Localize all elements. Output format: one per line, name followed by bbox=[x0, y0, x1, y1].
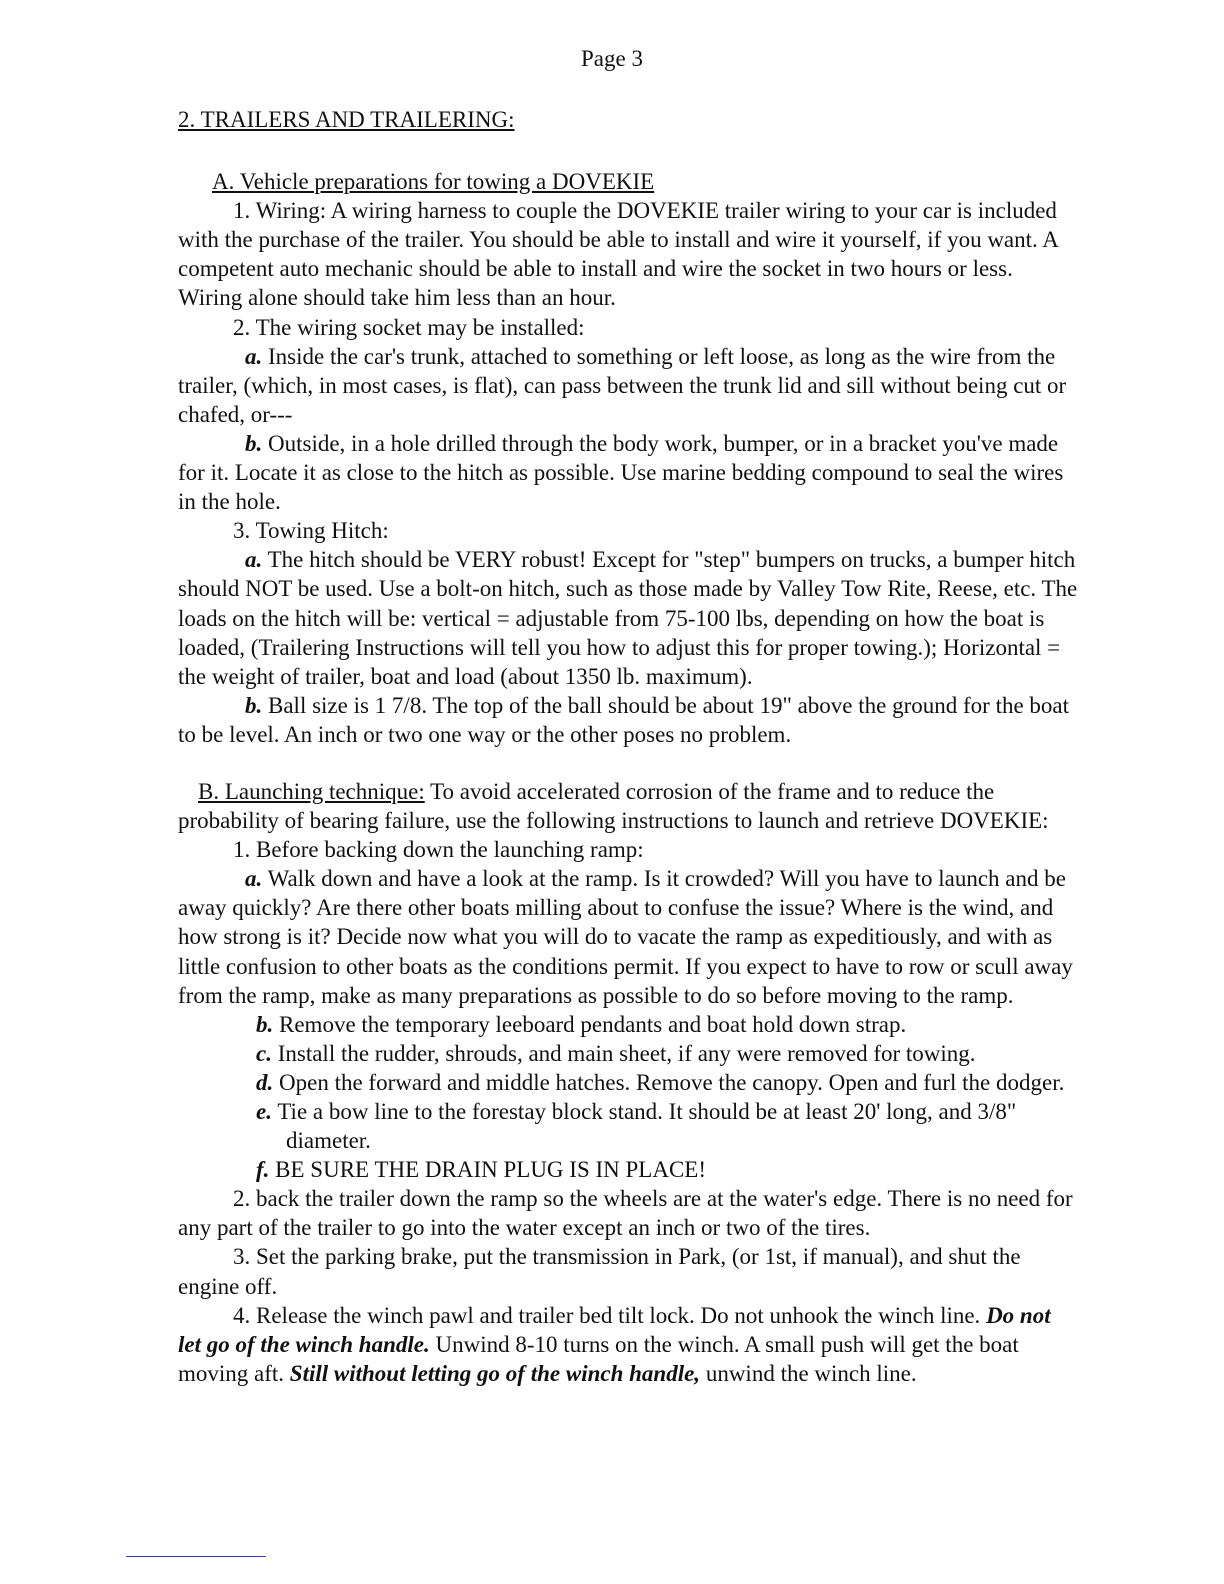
item-text: Walk down and have a look at the ramp. Is it crowded? Will you have to launch and be away quickly? Are there other boats milling about to confuse the issue? Where is the wind, and how strong is it? Decide now what you will do to vacate the ramp as expeditiously, and with as little confusion to other boats as the conditions permit. If you expect to have to row or scull away from the ramp, make as many preparations as possible to do so before moving to the ramp. bbox=[178, 866, 1073, 1008]
item-text: Outside, in a hole drilled through the body work, bumper, or in a bracket you've made for it. Locate it as close to the hitch as possible. Use marine bedding compound to seal the wires in the hole. bbox=[178, 430, 1064, 515]
step-3: 3. Set the parking brake, put the transmission in Park, (or 1st, if manual), and shut the engine off. bbox=[178, 1244, 1021, 1299]
document-body bbox=[178, 104, 1078, 1388]
wiring-paragraph: 1. Wiring: A wiring harness to couple the DOVEKIE trailer wiring to your car is included with the purchase of the trailer. You should be able to install and wire it yourself, if you want. A competent auto mechanic should be able to install and wire the socket in two hours or less. Wiring alone should take him less than an hour. bbox=[178, 198, 1058, 311]
intro-text: To avoid accelerated corrosion of the frame and to reduce the probability of bearing failure, use the following instructions to launch and retrieve DOVEKIE: bbox=[178, 778, 1049, 834]
step-2: 2. back the trailer down the ramp so the wheels are at the water's edge. There is no need for any part of the trailer to go into the water except an inch or two of the tires. bbox=[178, 1186, 1073, 1241]
item-text: Tie a bow line to the forestay block stand. It should be at least 20' long, and 3/8" diameter. bbox=[277, 1099, 1017, 1154]
item-label: a. bbox=[245, 547, 263, 573]
subsection-b-heading: B. Launching technique: bbox=[198, 778, 425, 804]
hitch-item-a bbox=[178, 545, 1078, 690]
socket-paragraph: 2. The wiring socket may be installed: bbox=[233, 314, 585, 340]
item-text: BE SURE THE DRAIN PLUG IS IN PLACE! bbox=[275, 1157, 707, 1183]
step-4-text-b: Unwind 8-10 turns on the winch. A small push will get the boat moving aft. bbox=[178, 1331, 1019, 1386]
hitch-item-b bbox=[178, 691, 1078, 749]
step-1b bbox=[178, 1010, 1078, 1039]
hitch-paragraph: 3. Towing Hitch: bbox=[233, 518, 389, 544]
step-1f bbox=[178, 1155, 1078, 1184]
item-label: d. bbox=[256, 1069, 274, 1095]
subsection-a-heading: A. Vehicle preparations for towing a DOVEKIE bbox=[212, 169, 655, 195]
page-number: Page 3 bbox=[581, 46, 643, 71]
item-label: a. bbox=[245, 866, 263, 892]
item-label: f. bbox=[256, 1157, 270, 1183]
step-4-emphasis-2: Still without letting go of the winch handle, bbox=[289, 1360, 701, 1386]
step-1c bbox=[178, 1039, 1078, 1068]
step-4 bbox=[178, 1301, 1078, 1388]
section-title: 2. TRAILERS AND TRAILERING: bbox=[178, 107, 515, 132]
item-text: Open the forward and middle hatches. Remove the canopy. Open and furl the dodger. bbox=[279, 1069, 1065, 1095]
socket-option-b bbox=[178, 429, 1078, 516]
step-4-text-a: 4. Release the winch pawl and trailer bed tilt lock. Do not unhook the winch line. bbox=[233, 1302, 981, 1328]
socket-option-a bbox=[178, 342, 1078, 429]
step-1e bbox=[178, 1097, 1078, 1155]
footnote-separator bbox=[126, 1556, 266, 1557]
step-4-text-c: unwind the winch line. bbox=[705, 1360, 917, 1386]
step-1: 1. Before backing down the launching ramp: bbox=[233, 837, 644, 863]
step-1a bbox=[178, 864, 1078, 1009]
item-label: b. bbox=[245, 430, 263, 456]
subsection-b-intro bbox=[178, 777, 1078, 835]
item-text: Remove the temporary leeboard pendants and boat hold down strap. bbox=[279, 1011, 907, 1037]
item-label: b. bbox=[256, 1011, 274, 1037]
section-spacer bbox=[178, 749, 1078, 777]
item-text: Inside the car's trunk, attached to something or left loose, as long as the wire from the trailer, (which, in most cases, is flat), can pass between the trunk lid and sill without being cut or chafed, or--- bbox=[178, 343, 1067, 427]
item-text: Ball size is 1 7/8. The top of the ball should be about 19" above the ground for the boat to be level. An inch or two one way or the other poses no problem. bbox=[178, 692, 1070, 747]
item-text: The hitch should be VERY robust! Except for "step" bumpers on trucks, a bumper hitch should NOT be used. Use a bolt-on hitch, such as those made by Valley Tow Rite, Reese, etc. The loads on the hitch will be: vertical = adjustable from 75-100 lbs, depending on how the boat is loaded, (Trailering Instructions will tell you how to adjust this for proper towing.); Horizontal = the weight of trailer, boat and load (about 1350 lb. maximum). bbox=[178, 547, 1078, 689]
item-label: a. bbox=[245, 343, 263, 369]
item-label: b. bbox=[245, 692, 263, 718]
step-1d bbox=[178, 1068, 1078, 1097]
item-label: e. bbox=[256, 1099, 272, 1124]
item-label: c. bbox=[256, 1040, 272, 1066]
item-text: Install the rudder, shrouds, and main sheet, if any were removed for towing. bbox=[277, 1040, 976, 1066]
step-4-emphasis-1: Do not let go of the winch handle. bbox=[178, 1302, 1051, 1357]
